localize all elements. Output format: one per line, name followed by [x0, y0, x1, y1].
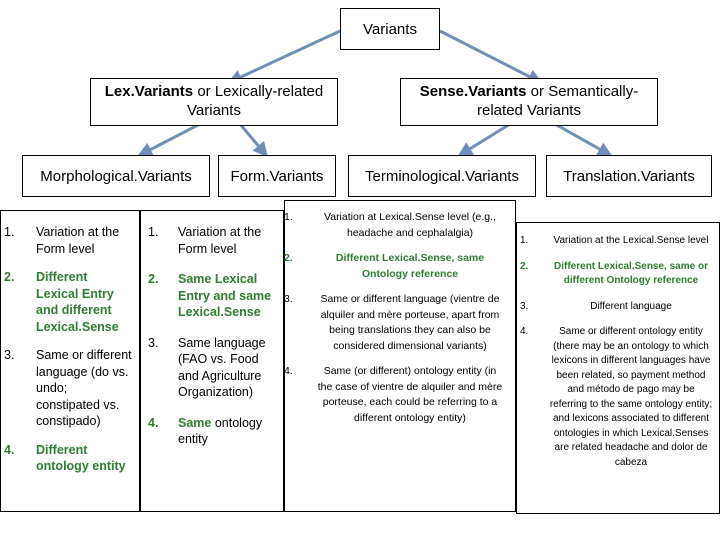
morphological-box: [22, 155, 210, 197]
arrow-sense-to-translation: [555, 124, 610, 155]
list-item-text: Different ontology entity: [36, 442, 126, 473]
list-item: [284, 210, 504, 241]
list-item: [520, 234, 714, 249]
list-item-number: 2.: [520, 260, 529, 272]
list-item: [4, 269, 132, 335]
list-item: [520, 325, 714, 470]
list-item: [4, 442, 132, 475]
list-item: [284, 364, 504, 426]
arrow-lex-to-morphological: [140, 124, 200, 155]
list-item-number: 3.: [148, 335, 159, 350]
list-item-number: 1.: [4, 225, 15, 239]
arrow-variants-to-sensevariants: [440, 31, 540, 82]
list-item-text-strong: Same: [178, 415, 212, 430]
list-item-number: 2.: [4, 270, 15, 284]
list-item-text: Variation at the Lexical.Sense level: [553, 235, 709, 246]
list-item: [4, 347, 132, 430]
list-item-text: Same or different language (do vs. undo; constipated vs. constipado): [36, 348, 132, 428]
form-label: Form.Variants: [230, 168, 324, 185]
lexvariants-strong: Lex.Variants: [104, 83, 194, 100]
list-item-number: 4.: [284, 365, 293, 377]
list-item: [148, 271, 278, 321]
list-item-number: 1.: [148, 225, 159, 239]
arrow-variants-to-lexvariants: [230, 31, 340, 82]
translation-label: Translation.Variants: [563, 168, 695, 185]
list-item: [148, 335, 278, 401]
list-item-number: 4.: [4, 442, 15, 457]
list-item-text: Same language (FAO vs. Food and Agriculture Organization): [178, 335, 266, 399]
list-item-text: Same or different language (vientre de alquiler and mère porteuse, apart from being translations they can also be considered dimensional variants): [320, 293, 500, 352]
list-item-text: Same (or different) ontology entity (in the case of vientre de alquiler and mère porteuse, each could be referring to a different ontology entity): [317, 365, 503, 424]
variants-label: Variants: [363, 21, 417, 38]
variants-box: [340, 8, 440, 50]
list-item-text: Different Lexical.Sense, same Ontology reference: [335, 252, 485, 280]
list-item-number: 3.: [284, 293, 293, 305]
morphological-label: Morphological.Variants: [40, 168, 192, 185]
lexvariants-box: [90, 78, 338, 126]
sensevariants-rest: or Semantically-related Variants: [477, 83, 639, 119]
list-item-number: 2.: [284, 252, 293, 264]
terminological-label: Terminological.Variants: [365, 168, 519, 185]
translation-list: [520, 234, 714, 470]
list-item-number: 3.: [520, 300, 529, 312]
list-item: [148, 224, 278, 257]
form-box: [218, 155, 336, 197]
list-item-text: Different Lexical Entry and different Lexical.Sense: [36, 270, 119, 334]
list-item-number: 1.: [520, 235, 529, 246]
list-item-text: Different Lexical.Sense, same or different Ontology reference: [554, 260, 708, 286]
list-item-number: 4.: [520, 326, 529, 337]
list-item-text: ontology entity: [178, 415, 263, 446]
list-item-number: 3.: [4, 348, 15, 362]
terminological-box: [348, 155, 536, 197]
list-item-number: 1.: [284, 211, 293, 223]
list-item-number: 2.: [148, 272, 159, 286]
list-item: [284, 251, 504, 282]
morphological-list: [4, 224, 132, 487]
list-item: [520, 300, 714, 315]
list-item: [148, 415, 278, 448]
list-item-text: Variation at Lexical.Sense level (e.g., headache and cephalalgia): [324, 211, 496, 239]
list-item-text: Same or different ontology entity (there may be an ontology to which lexicons in different languages have been related, so payment method and método de pago may be referring to the same ontology entity; and lexicons associated to different ontologies in which Lexical.Senses are related headache and dolor de cabeza: [549, 326, 713, 468]
arrow-lex-to-form: [240, 124, 266, 155]
form-list: [148, 224, 278, 448]
list-item: [4, 224, 132, 257]
lexvariants-rest: or Lexically-related Variants: [187, 83, 324, 119]
list-item-text: Different language: [590, 300, 672, 312]
sensevariants-box: [400, 78, 658, 126]
sensevariants-strong: Sense.Variants: [419, 83, 527, 100]
list-item-number: 4.: [148, 415, 159, 430]
list-item: [520, 260, 714, 289]
list-item-text: Variation at the Form level: [36, 225, 120, 256]
list-item: [284, 292, 504, 354]
translation-box: [546, 155, 712, 197]
terminological-list: [284, 210, 504, 426]
list-item-text: Variation at the Form level: [178, 225, 262, 256]
arrow-sense-to-terminological: [460, 124, 510, 155]
list-item-text: Same Lexical Entry and same Lexical.Sense: [178, 272, 272, 319]
